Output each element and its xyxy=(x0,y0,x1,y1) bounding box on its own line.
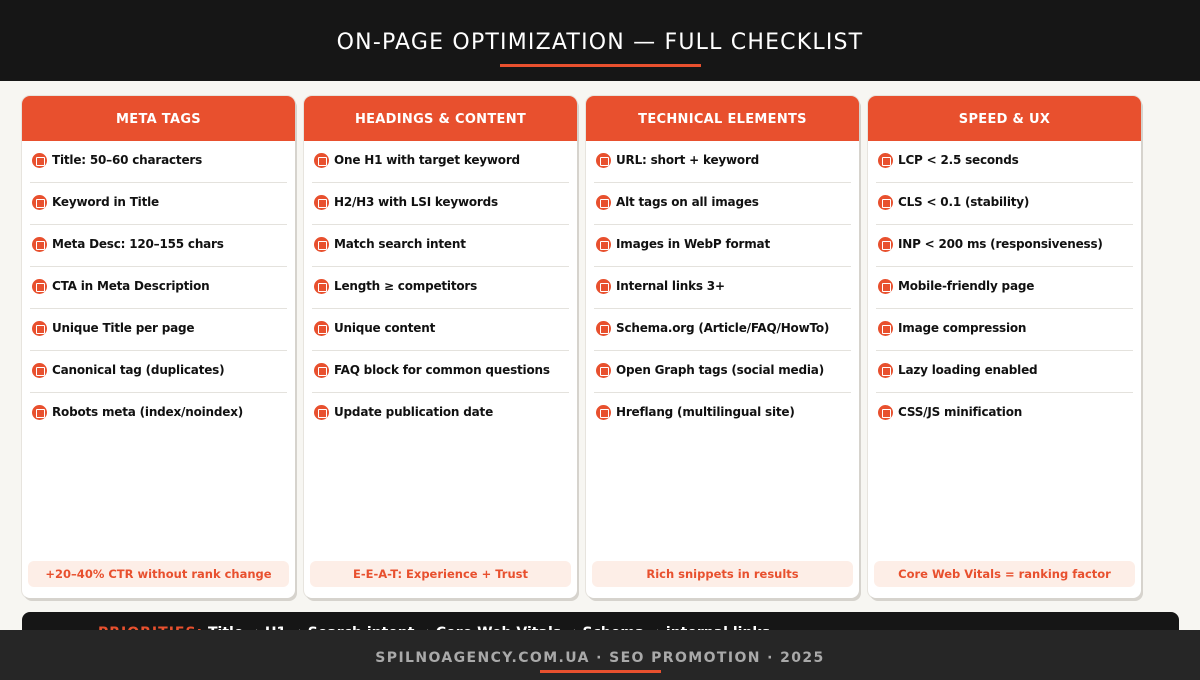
checklist xyxy=(586,141,859,435)
checklist-item xyxy=(876,351,1133,393)
card-heading: HEADINGS & CONTENT xyxy=(304,96,577,141)
lock-icon xyxy=(596,363,611,378)
checklist-item-label: Canonical tag (duplicates) xyxy=(52,363,225,377)
checklist-item-label: CTA in Meta Description xyxy=(52,279,210,293)
card-headings-content xyxy=(304,96,577,598)
checklist-item-label: Mobile-friendly page xyxy=(898,279,1035,293)
checklist-item xyxy=(30,309,287,351)
checklist-item-label: Meta Desc: 120–155 chars xyxy=(52,237,224,251)
checklist xyxy=(22,141,295,435)
checklist-item xyxy=(876,141,1133,183)
card-technical-elements xyxy=(586,96,859,598)
checklist-item xyxy=(312,141,569,183)
header xyxy=(0,0,1200,81)
checklist-item xyxy=(30,141,287,183)
lock-icon xyxy=(32,237,47,252)
card-speed-ux xyxy=(868,96,1141,598)
checklist-item xyxy=(594,393,851,435)
checklist xyxy=(304,141,577,435)
lock-icon xyxy=(32,153,47,168)
lock-icon xyxy=(596,195,611,210)
card-heading: TECHNICAL ELEMENTS xyxy=(586,96,859,141)
checklist-item-label: Image compression xyxy=(898,321,1027,335)
lock-icon xyxy=(314,321,329,336)
checklist-item-label: Alt tags on all images xyxy=(616,195,759,209)
checklist-item-label: LCP < 2.5 seconds xyxy=(898,153,1019,167)
checklist-item xyxy=(30,267,287,309)
checklist-item xyxy=(594,267,851,309)
card-note: E-E-A-T: Experience + Trust xyxy=(310,561,571,587)
lock-icon xyxy=(596,321,611,336)
title-underline xyxy=(500,64,701,67)
checklist-item-label: Hreflang (multilingual site) xyxy=(616,405,795,419)
lock-icon xyxy=(596,237,611,252)
lock-icon xyxy=(314,405,329,420)
lock-icon xyxy=(878,237,893,252)
checklist-item-label: Schema.org (Article/FAQ/HowTo) xyxy=(616,321,830,335)
checklist-item-label: URL: short + keyword xyxy=(616,153,760,167)
checklist-item xyxy=(30,183,287,225)
checklist-item-label: Robots meta (index/noindex) xyxy=(52,405,244,419)
lock-icon xyxy=(32,363,47,378)
checklist-item xyxy=(312,351,569,393)
checklist-item-label: Unique content xyxy=(334,321,436,335)
checklist-item-label: INP < 200 ms (responsiveness) xyxy=(898,237,1103,251)
checklist-item-label: Lazy loading enabled xyxy=(898,363,1038,377)
checklist-item-label: Keyword in Title xyxy=(52,195,159,209)
checklist-item xyxy=(30,351,287,393)
lock-icon xyxy=(314,195,329,210)
lock-icon xyxy=(314,363,329,378)
lock-icon xyxy=(32,195,47,210)
checklist-item-label: FAQ block for common questions xyxy=(334,363,550,377)
checklist-item xyxy=(876,393,1133,435)
checklist-item xyxy=(594,141,851,183)
checklist-item xyxy=(312,309,569,351)
checklist-item xyxy=(594,309,851,351)
checklist-item xyxy=(312,267,569,309)
card-heading: SPEED & UX xyxy=(868,96,1141,141)
footer-underline xyxy=(540,670,661,673)
lock-icon xyxy=(596,405,611,420)
checklist-item-label: One H1 with target keyword xyxy=(334,153,520,167)
lock-icon xyxy=(878,279,893,294)
lock-icon xyxy=(878,405,893,420)
checklist-item xyxy=(30,393,287,435)
checklist-item-label: Match search intent xyxy=(334,237,466,251)
checklist-item xyxy=(876,183,1133,225)
lock-icon xyxy=(314,153,329,168)
checklist-item-label: Length ≥ competitors xyxy=(334,279,478,293)
checklist-item xyxy=(594,351,851,393)
lock-icon xyxy=(314,237,329,252)
card-note: +20–40% CTR without rank change xyxy=(28,561,289,587)
checklist-item-label: Title: 50–60 characters xyxy=(52,153,203,167)
checklist-item-label: Internal links 3+ xyxy=(616,279,725,293)
checklist-item xyxy=(312,183,569,225)
card-note: Core Web Vitals = ranking factor xyxy=(874,561,1135,587)
checklist-item xyxy=(594,225,851,267)
checklist-item xyxy=(312,225,569,267)
checklist-item xyxy=(30,225,287,267)
lock-icon xyxy=(32,279,47,294)
lock-icon xyxy=(878,195,893,210)
card-meta-tags xyxy=(22,96,295,598)
footer xyxy=(0,630,1200,680)
checklist-item xyxy=(876,309,1133,351)
card-heading: META TAGS xyxy=(22,96,295,141)
checklist-item-label: H2/H3 with LSI keywords xyxy=(334,195,498,209)
lock-icon xyxy=(314,279,329,294)
checklist xyxy=(868,141,1141,435)
page-title: ON-PAGE OPTIMIZATION — FULL CHECKLIST xyxy=(336,30,864,55)
lock-icon xyxy=(596,279,611,294)
lock-icon xyxy=(32,321,47,336)
checklist-item xyxy=(312,393,569,435)
checklist-item-label: Unique Title per page xyxy=(52,321,195,335)
checklist-item-label: CSS/JS minification xyxy=(898,405,1023,419)
lock-icon xyxy=(878,321,893,336)
checklist-item-label: Open Graph tags (social media) xyxy=(616,363,824,377)
lock-icon xyxy=(878,153,893,168)
checklist-item-label: Update publication date xyxy=(334,405,494,419)
lock-icon xyxy=(878,363,893,378)
footer-text: SPILNOAGENCY.COM.UA · SEO PROMOTION · 2025 xyxy=(375,650,825,666)
lock-icon xyxy=(596,153,611,168)
checklist-item-label: Images in WebP format xyxy=(616,237,770,251)
card-note: Rich snippets in results xyxy=(592,561,853,587)
checklist-item xyxy=(594,183,851,225)
checklist-item-label: CLS < 0.1 (stability) xyxy=(898,195,1030,209)
checklist-item xyxy=(876,267,1133,309)
lock-icon xyxy=(32,405,47,420)
checklist-item xyxy=(876,225,1133,267)
